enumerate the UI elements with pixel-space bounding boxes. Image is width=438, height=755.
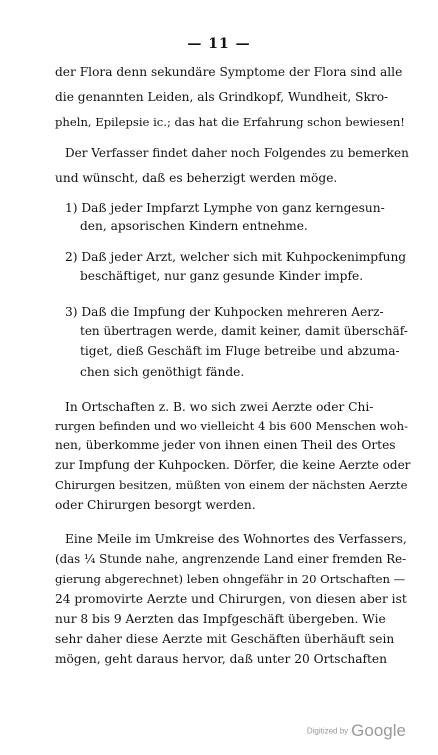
text-line: nen, überkomme jeder von ihnen einen Theil des Ortes: [55, 438, 396, 452]
text-line: 24 promovirte Aerzte und Chirurgen, von diesen aber ist: [55, 592, 407, 606]
text-line: und wünscht, daß es beherzigt werden möge.: [55, 171, 338, 185]
text-line: oder Chirurgen besorgt werden.: [55, 498, 256, 512]
text-line: pheln, Epilepsie ic.; das hat die Erfahrung schon bewiesen!: [55, 115, 405, 129]
text-line: (das ¼ Stunde nahe, angrenzende Land einer fremden Re-: [55, 552, 407, 566]
text-line: zur Impfung der Kuhpocken. Dörfer, die keine Aerzte oder: [55, 458, 411, 472]
text-line: Eine Meile im Umkreise des Wohnortes des Verfassers,: [65, 532, 407, 546]
text-line: der Flora denn sekundäre Symptome der Flora sind alle: [55, 65, 403, 79]
digitized-by-label: Digitized by: [306, 726, 349, 736]
text-line: den, apsorischen Kindern entnehme.: [80, 219, 308, 233]
text-line: In Ortschaften z. B. wo sich zwei Aerzte oder Chi-: [65, 400, 374, 414]
text-line: Chirurgen besitzen, müßten von einem der nächsten Aerzte: [55, 478, 408, 492]
google-logo: Google: [351, 721, 406, 740]
text-line: beschäftiget, nur ganz gesunde Kinder impfe.: [80, 269, 364, 283]
text-line: rurgen befinden und wo vielleicht 4 bis 600 Menschen woh-: [55, 419, 408, 433]
text-line: tiget, dieß Geschäft im Fluge betreibe und abzuma-: [80, 344, 400, 358]
text-line: Der Verfasser findet daher noch Folgendes zu bemerken: [65, 146, 409, 160]
text-line: ten übertragen werde, damit keiner, damit überschäf-: [80, 324, 408, 338]
digitization-watermark: [307, 721, 406, 741]
text-line: 1) Daß jeder Impfarzt Lymphe von ganz kerngesun-: [65, 201, 385, 215]
text-line: die genannten Leiden, als Grindkopf, Wundheit, Skro-: [55, 90, 389, 104]
text-line: gierung abgerechnet) leben ohngefähr in 20 Ortschaften —: [55, 572, 406, 586]
text-line: mögen, geht daraus hervor, daß unter 20 Ortschaften: [55, 652, 387, 666]
text-line: 3) Daß die Impfung der Kuhpocken mehreren Aerz-: [65, 305, 384, 319]
page-number: — 11 —: [187, 36, 251, 52]
text-line: nur 8 bis 9 Aerzten das Impfgeschäft übergeben. Wie: [55, 612, 386, 626]
text-line: sehr daher diese Aerzte mit Geschäften überhäuft sein: [55, 632, 395, 646]
text-line: chen sich genöthigt fände.: [80, 365, 245, 379]
text-line: 2) Daß jeder Arzt, welcher sich mit Kuhpockenimpfung: [65, 250, 407, 264]
